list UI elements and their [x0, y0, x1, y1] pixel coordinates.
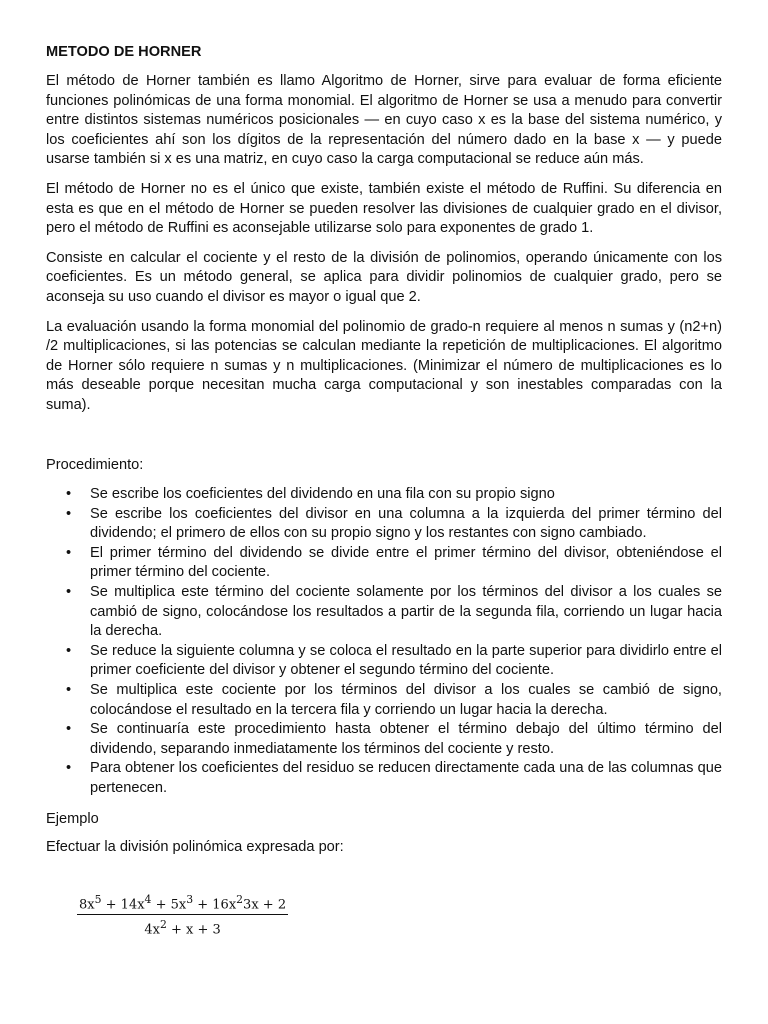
step-text: Se multiplica este cociente por los términos del divisor a los cuales se cambió de signo, colocándose el resultado en la tercera fila y corriendo un lugar hacia la derecha.: [90, 682, 722, 718]
procedure-heading: Procedimiento:: [46, 456, 144, 473]
procedure-steps-list: [46, 485, 722, 799]
document-title: METODO DE HORNER: [46, 44, 202, 60]
step-text: El primer término del dividendo se divide entre el primer término del divisor, obteniéndose el primer término del cociente.: [90, 544, 722, 581]
paragraph-horner-definition: El método de Horner también es llamo Algoritmo de Horner, sirve para evaluar de forma eficiente funciones polinómicas de una forma monomial. El algoritmo de Horner se usa a menudo para convertir entre distintos sistemas numéricos posicionales — en cuyo caso x es la base del sistema numérico, y los coeficientes ahí son los dígitos de la representación del número dado en la base x — y puede usarse también si x es una matriz, en cuyo caso la carga computacional se reduce aún más.: [46, 73, 722, 168]
list-item: [46, 583, 722, 642]
paragraph-method-description: Consiste en calcular el cociente y el resto de la división de polinomios, operando únicamente con los coeficientes. Es un método general, se aplica para dividir polinomios de cualquier grado, pero se aconseja su uso cuando el divisor es mayor o igual que 2.: [46, 249, 722, 305]
document-page: [46, 42, 722, 867]
bullet-icon: •: [66, 682, 72, 699]
list-item: [46, 642, 722, 681]
list-item: [46, 544, 722, 583]
example-heading: Ejemplo: [46, 810, 99, 827]
bullet-icon: •: [66, 544, 72, 561]
bullet-icon: •: [66, 505, 72, 522]
formula-numerator: $8x^5 + 14x^4 + 5x^3 + 16x^23x + 2$: [77, 893, 288, 915]
polynomial-division-formula: [77, 893, 288, 938]
step-text: Para obtener los coeficientes del residuo se reducen directamente cada una de las columnas que pertenecen.: [90, 760, 722, 796]
step-text: Se reduce la siguiente columna y se coloca el resultado en la parte superior para dividirlo entre el primer coeficiente del divisor y obtener el segundo término del cociente.: [90, 642, 722, 679]
bullet-icon: •: [66, 486, 72, 503]
formula-denominator: $4x^2 + x + 3$: [144, 918, 221, 938]
step-text: Se continuaría este procedimiento hasta obtener el término debajo del último término del dividendo, separando inmediatamente los términos del cociente y resto.: [90, 721, 722, 757]
list-item: [46, 720, 722, 759]
step-text: Se escribe los coeficientes del dividendo en una fila con su propio signo: [90, 486, 555, 503]
bullet-icon: •: [66, 584, 72, 601]
list-item: [46, 485, 722, 505]
list-item: [46, 759, 722, 798]
list-item: [46, 681, 722, 720]
bullet-icon: •: [66, 642, 72, 659]
list-item: [46, 505, 722, 544]
bullet-icon: •: [66, 721, 72, 738]
example-instruction: Efectuar la división polinómica expresada por:: [46, 839, 344, 856]
paragraph-evaluation-cost: La evaluación usando la forma monomial del polinomio de grado-n requiere al menos n sumas y (n2+n) /2 multiplicaciones, si las potencias se calculan mediante la repetición de multiplicaciones. El algoritmo de Horner sólo requiere n sumas y n multiplicaciones. (Minimizar el número de multiplicaciones es lo más deseable porque necesitan mucha carga computacional y son inestables comparadas con la suma).: [46, 318, 722, 413]
step-text: Se escribe los coeficientes del divisor en una columna a la izquierda del primer término del dividendo; el primero de ellos con su propio signo y los restantes con signo cambiado.: [90, 505, 722, 542]
step-text: Se multiplica este término del cociente solamente por los términos del divisor a los cuales se cambió de signo, colocándose los resultados a partir de la segunda fila, corriendo un lugar hacia la derecha.: [90, 584, 722, 640]
paragraph-ruffini-comparison: El método de Horner no es el único que existe, también existe el método de Ruffini. Su diferencia en esta es que en el método de Horner se pueden resolver las divisiones de cualquier grado en el divisor, pero el método de Ruffini es aconsejable utilizarse solo para exponentes de grado 1.: [46, 180, 722, 237]
bullet-icon: •: [66, 760, 72, 777]
